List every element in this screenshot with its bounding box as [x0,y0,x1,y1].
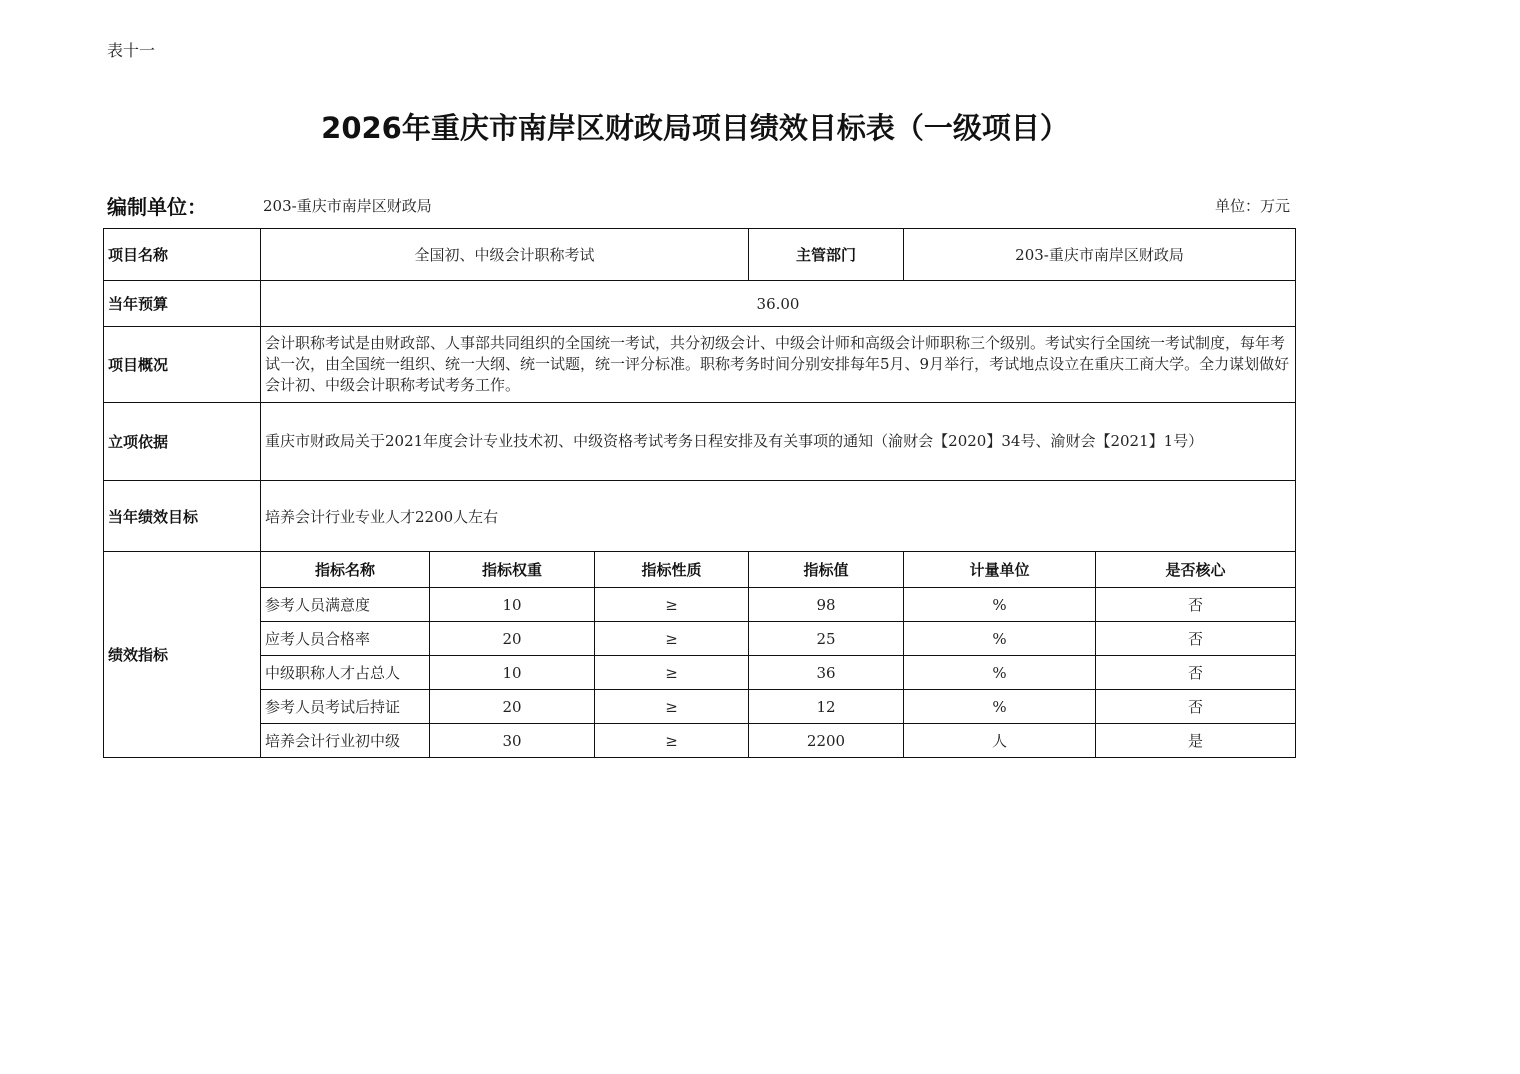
indicator-nature: ≥ [595,588,749,622]
indicator-name: 参考人员考试后持证 [261,690,430,724]
page-title: 2026年重庆市南岸区财政局项目绩效目标表（一级项目） [321,111,1069,145]
indicator-name: 培养会计行业初中级 [261,724,430,758]
org-label: 编制单位： [107,195,207,219]
overview-row [104,327,1296,403]
project-name-label: 项目名称 [104,229,261,281]
overview-label: 项目概况 [104,327,261,403]
indicator-header-cell: 指标名称 [261,552,430,588]
performance-table [103,228,1296,758]
indicator-unit: % [904,690,1096,724]
goal-value: 培养会计行业专业人才2200人左右 [261,481,1296,552]
indicator-header-row [104,552,1296,588]
org-value: 203-重庆市南岸区财政局 [263,197,432,215]
indicator-name: 应考人员合格率 [261,622,430,656]
indicator-core: 否 [1096,656,1296,690]
indicator-header-cell: 是否核心 [1096,552,1296,588]
dept-value: 203-重庆市南岸区财政局 [904,229,1296,281]
project-name-row [104,229,1296,281]
indicator-name: 参考人员满意度 [261,588,430,622]
indicator-weight: 30 [430,724,595,758]
indicator-nature: ≥ [595,690,749,724]
goal-row [104,481,1296,552]
indicator-header-cell: 指标性质 [595,552,749,588]
indicator-value: 2200 [749,724,904,758]
indicator-core: 是 [1096,724,1296,758]
budget-label: 当年预算 [104,281,261,327]
indicator-header-cell: 计量单位 [904,552,1096,588]
indicator-weight: 20 [430,690,595,724]
unit-label: 单位：万元 [1214,197,1290,215]
indicator-weight: 10 [430,588,595,622]
indicator-header-cell: 指标权重 [430,552,595,588]
indicator-nature: ≥ [595,622,749,656]
indicator-name: 中级职称人才占总人 [261,656,430,690]
indicator-weight: 10 [430,656,595,690]
indicator-core: 否 [1096,690,1296,724]
indicator-nature: ≥ [595,724,749,758]
indicator-weight: 20 [430,622,595,656]
indicator-value: 25 [749,622,904,656]
indicator-core: 否 [1096,588,1296,622]
indicator-header-cell: 指标值 [749,552,904,588]
indicator-section-label: 绩效指标 [104,552,261,758]
basis-label: 立项依据 [104,403,261,481]
indicator-row [104,690,1296,724]
basis-row [104,403,1296,481]
indicator-unit: % [904,622,1096,656]
indicator-row [104,724,1296,758]
indicator-row [104,588,1296,622]
dept-label: 主管部门 [749,229,904,281]
indicator-value: 98 [749,588,904,622]
indicator-nature: ≥ [595,656,749,690]
budget-row [104,281,1296,327]
basis-value: 重庆市财政局关于2021年度会计专业技术初、中级资格考试考务日程安排及有关事项的通知（渝财会【2020】34号、渝财会【2021】1号） [261,403,1296,481]
indicator-value: 36 [749,656,904,690]
indicator-unit: % [904,656,1096,690]
indicator-row [104,622,1296,656]
indicator-value: 12 [749,690,904,724]
budget-value: 36.00 [261,281,1296,327]
indicator-row [104,656,1296,690]
indicator-unit: 人 [904,724,1096,758]
table-number: 表十一 [107,41,156,60]
goal-label: 当年绩效目标 [104,481,261,552]
indicator-core: 否 [1096,622,1296,656]
indicator-unit: % [904,588,1096,622]
project-name-value: 全国初、中级会计职称考试 [261,229,749,281]
overview-value: 会计职称考试是由财政部、人事部共同组织的全国统一考试，共分初级会计、中级会计师和高级会计师职称三个级别。考试实行全国统一考试制度，每年考试一次，由全国统一组织、统一大纲、统一试题，统一评分标准。职称考务时间分别安排每年5月、9月举行，考试地点设立在重庆工商大学。全力谋划做好会计初、中级会计职称考试考务工作。 [261,327,1296,403]
